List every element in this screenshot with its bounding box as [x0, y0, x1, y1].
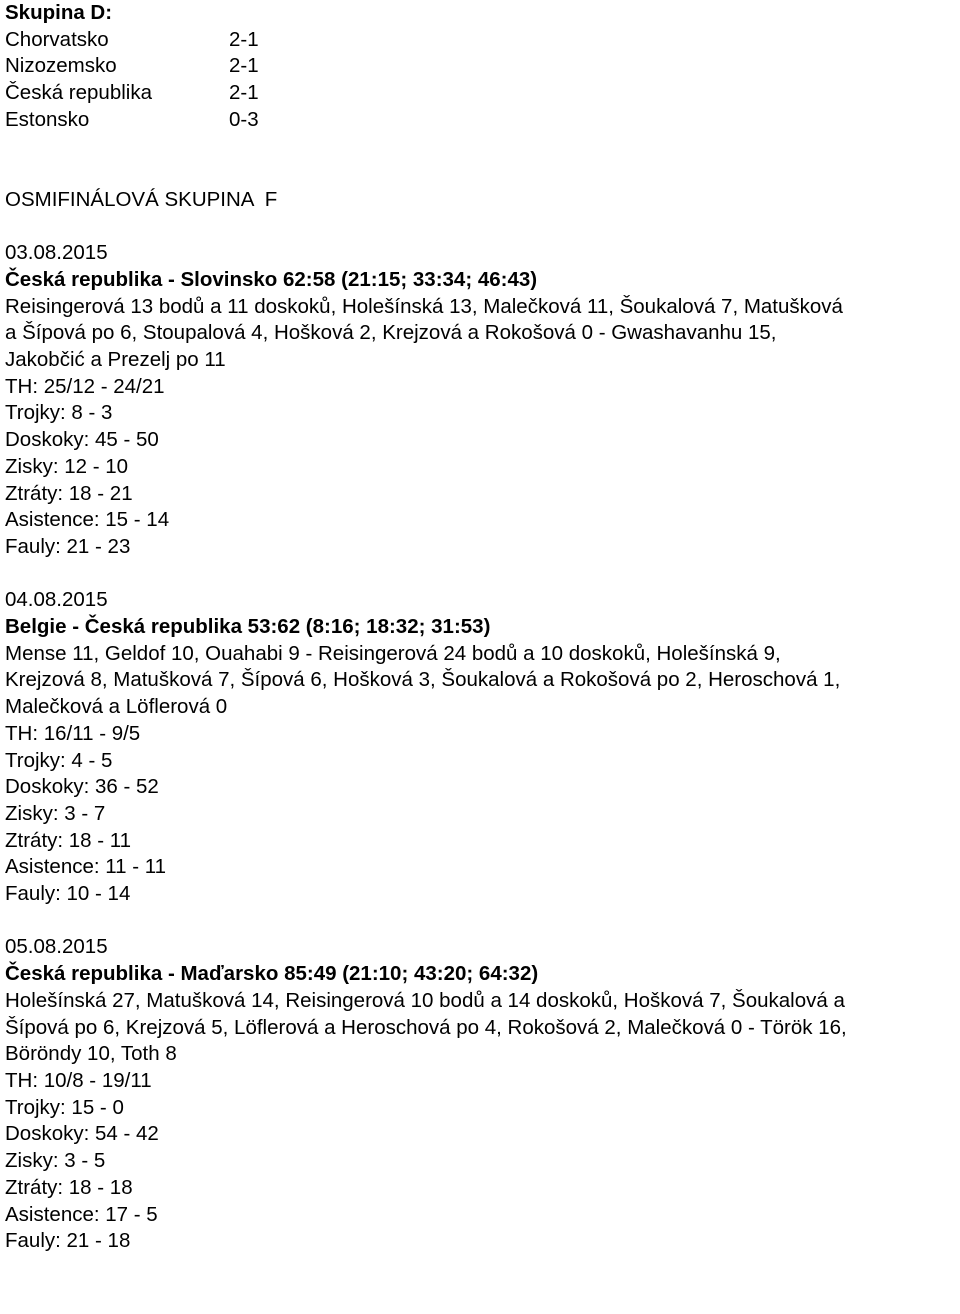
match-stat: Fauly: 21 - 18	[5, 1229, 131, 1253]
match-stat: Asistence: 17 - 5	[5, 1202, 158, 1226]
match-stat: Asistence: 15 - 14	[5, 508, 170, 532]
standings-team: Česká republika	[5, 81, 152, 105]
match-stat: Doskoky: 45 - 50	[5, 428, 159, 452]
match-stat: Doskoky: 54 - 42	[5, 1122, 159, 1146]
match-headline: Česká republika - Maďarsko 85:49 (21:10; 43:20; 64:32)	[5, 962, 539, 986]
match-stat: Trojky: 8 - 3	[5, 401, 113, 425]
standings-row	[5, 53, 959, 80]
match-report-line: Šípová po 6, Krejzová 5, Löflerová a Heroschová po 4, Rokošová 2, Malečková 0 - Török 16,	[5, 1015, 847, 1039]
match-headline: Česká republika - Slovinsko 62:58 (21:15; 33:34; 46:43)	[5, 267, 538, 291]
match-stat: Doskoky: 36 - 52	[5, 775, 159, 799]
standings-team: Estonsko	[5, 107, 90, 131]
match-headline: Belgie - Česká republika 53:62 (8:16; 18:32; 31:53)	[5, 615, 491, 639]
match-report-line: a Šípová po 6, Stoupalová 4, Hošková 2, Krejzová a Rokošová 0 - Gwashavanhu 15,	[5, 321, 777, 345]
match-stat: Ztráty: 18 - 11	[5, 828, 132, 852]
spacer	[5, 908, 959, 935]
match-report-line: Jakobčić a Prezelj po 11	[5, 348, 226, 372]
standings-team: Nizozemsko	[5, 54, 117, 78]
document-body	[5, 0, 959, 1255]
match-stat: Zisky: 3 - 7	[5, 801, 106, 825]
standings-row	[5, 27, 959, 54]
standings-score: 2-1	[229, 54, 259, 78]
match-stat: Ztráty: 18 - 21	[5, 481, 133, 505]
group-d-title: Skupina D:	[5, 1, 113, 24]
spacer	[5, 561, 959, 588]
match-report-line: Böröndy 10, Toth 8	[5, 1042, 177, 1066]
match-stat: Asistence: 11 - 11	[5, 855, 167, 879]
match-stat: Trojky: 4 - 5	[5, 748, 113, 772]
match-date: 03.08.2015	[5, 241, 108, 265]
match-stat: TH: 10/8 - 19/11	[5, 1069, 152, 1092]
match-report	[5, 587, 959, 907]
match-report	[5, 934, 959, 1254]
spacer	[5, 133, 959, 186]
match-report-line: Reisingerová 13 bodů a 11 doskoků, Holešínská 13, Malečková 11, Šoukalová 7, Matušková	[5, 294, 843, 318]
spacer	[5, 214, 959, 241]
match-stat: TH: 25/12 - 24/21	[5, 374, 165, 398]
match-report-line: Mense 11, Geldof 10, Ouahabi 9 - Reisingerová 24 bodů a 10 doskoků, Holešínská 9,	[5, 641, 781, 665]
match-stat: Fauly: 10 - 14	[5, 882, 131, 906]
standings-team: Chorvatsko	[5, 27, 109, 51]
match-report-line: Holešínská 27, Matušková 14, Reisingerová 10 bodů a 14 doskoků, Hošková 7, Šoukalová a	[5, 988, 845, 1012]
match-stat: TH: 16/11 - 9/5	[5, 721, 141, 745]
match-date: 04.08.2015	[5, 588, 108, 612]
match-report-line: Krejzová 8, Matušková 7, Šípová 6, Hošková 3, Šoukalová a Rokošová po 2, Heroschová 1,	[5, 668, 841, 692]
standings-score: 2-1	[229, 81, 259, 105]
match-stat: Trojky: 15 - 0	[5, 1095, 124, 1119]
match-stat: Zisky: 12 - 10	[5, 454, 129, 478]
standings-score: 2-1	[229, 27, 259, 51]
standings-row	[5, 80, 959, 107]
group-f-title: OSMIFINÁLOVÁ SKUPINA F	[5, 187, 278, 211]
match-stat: Ztráty: 18 - 18	[5, 1175, 133, 1199]
match-date: 05.08.2015	[5, 935, 108, 959]
standings-score: 0-3	[229, 107, 259, 131]
standings-row	[5, 107, 959, 134]
match-stat: Fauly: 21 - 23	[5, 534, 131, 558]
match-stat: Zisky: 3 - 5	[5, 1149, 106, 1173]
match-report	[5, 240, 959, 560]
match-report-line: Malečková a Löflerová 0	[5, 695, 228, 719]
